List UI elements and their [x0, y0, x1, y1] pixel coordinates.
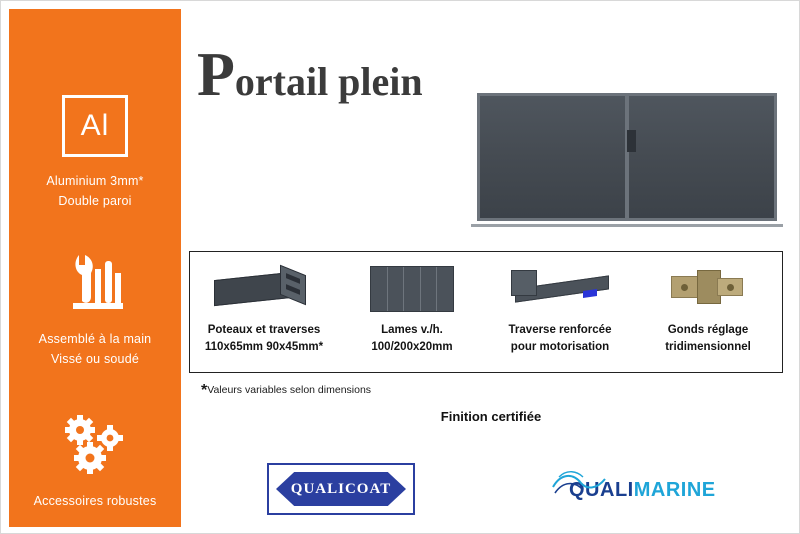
gate-illustration	[471, 87, 783, 227]
component-gonds-line1: Gonds réglage	[667, 324, 749, 336]
component-gonds-line2: tridimensionnel	[665, 340, 751, 353]
footnote-text: Valeurs variables selon dimensions	[207, 384, 372, 396]
qualimarine-logo	[557, 469, 717, 511]
component-poteaux	[190, 252, 338, 372]
component-lames	[338, 252, 486, 372]
aluminium-badge-label: Al	[80, 109, 110, 142]
qualimarine-text-quali: QUALI	[569, 478, 634, 501]
sidebar-block-assembly	[9, 245, 181, 369]
footnote	[201, 382, 371, 400]
footnote-asterisk: *	[201, 382, 208, 399]
component-poteaux-line1: Poteaux et traverses	[207, 324, 321, 336]
sidebar	[9, 9, 181, 527]
aluminium-badge-icon	[62, 95, 128, 157]
qualicoat-logo-text: QUALICOAT	[290, 480, 392, 497]
page-title	[197, 41, 423, 110]
sidebar-assembly-line2: Vissé ou soudé	[50, 352, 140, 366]
qualicoat-logo	[267, 463, 415, 515]
component-traverse-caption	[509, 322, 612, 355]
component-poteaux-line2: 110x65mm 90x45mm*	[204, 340, 324, 353]
wave-icon	[551, 465, 611, 499]
page-title-initial: P	[197, 41, 235, 110]
components-box	[189, 251, 783, 373]
sidebar-block-aluminium	[9, 95, 181, 211]
sidebar-aluminium-line2: Double paroi	[58, 194, 132, 208]
finition-heading: Finition certifiée	[440, 409, 542, 424]
page-title-rest: ortail plein	[234, 59, 423, 105]
sidebar-assembly-line1: Assemblé à la main	[38, 332, 152, 346]
gate-leaf-right	[627, 93, 777, 221]
hinge-icon	[634, 260, 782, 316]
slats-icon	[338, 260, 486, 316]
aluminium-profile-icon	[190, 260, 338, 316]
reinforced-crossbar-icon	[486, 260, 634, 316]
component-traverse	[486, 252, 634, 372]
gate-body	[477, 93, 777, 221]
component-lames-line2: 100/200x20mm	[371, 340, 453, 353]
gate-handle-icon	[627, 130, 636, 152]
component-lames-line1: Lames v./h.	[381, 324, 443, 336]
component-poteaux-caption	[205, 322, 323, 355]
component-traverse-line2: pour motorisation	[510, 340, 610, 353]
component-gonds-caption	[665, 322, 751, 355]
qualimarine-text-marine: MARINE	[633, 478, 716, 501]
component-lames-caption	[371, 322, 452, 355]
component-gonds	[634, 252, 782, 372]
sidebar-aluminium-line1: Aluminium 3mm*	[46, 174, 144, 188]
gate-ground-line	[471, 224, 783, 227]
tools-icon	[59, 245, 131, 319]
gate-leaf-left	[477, 93, 627, 221]
sidebar-accessories-line1: Accessoires robustes	[33, 494, 157, 508]
component-traverse-line1: Traverse renforcée	[508, 324, 612, 336]
